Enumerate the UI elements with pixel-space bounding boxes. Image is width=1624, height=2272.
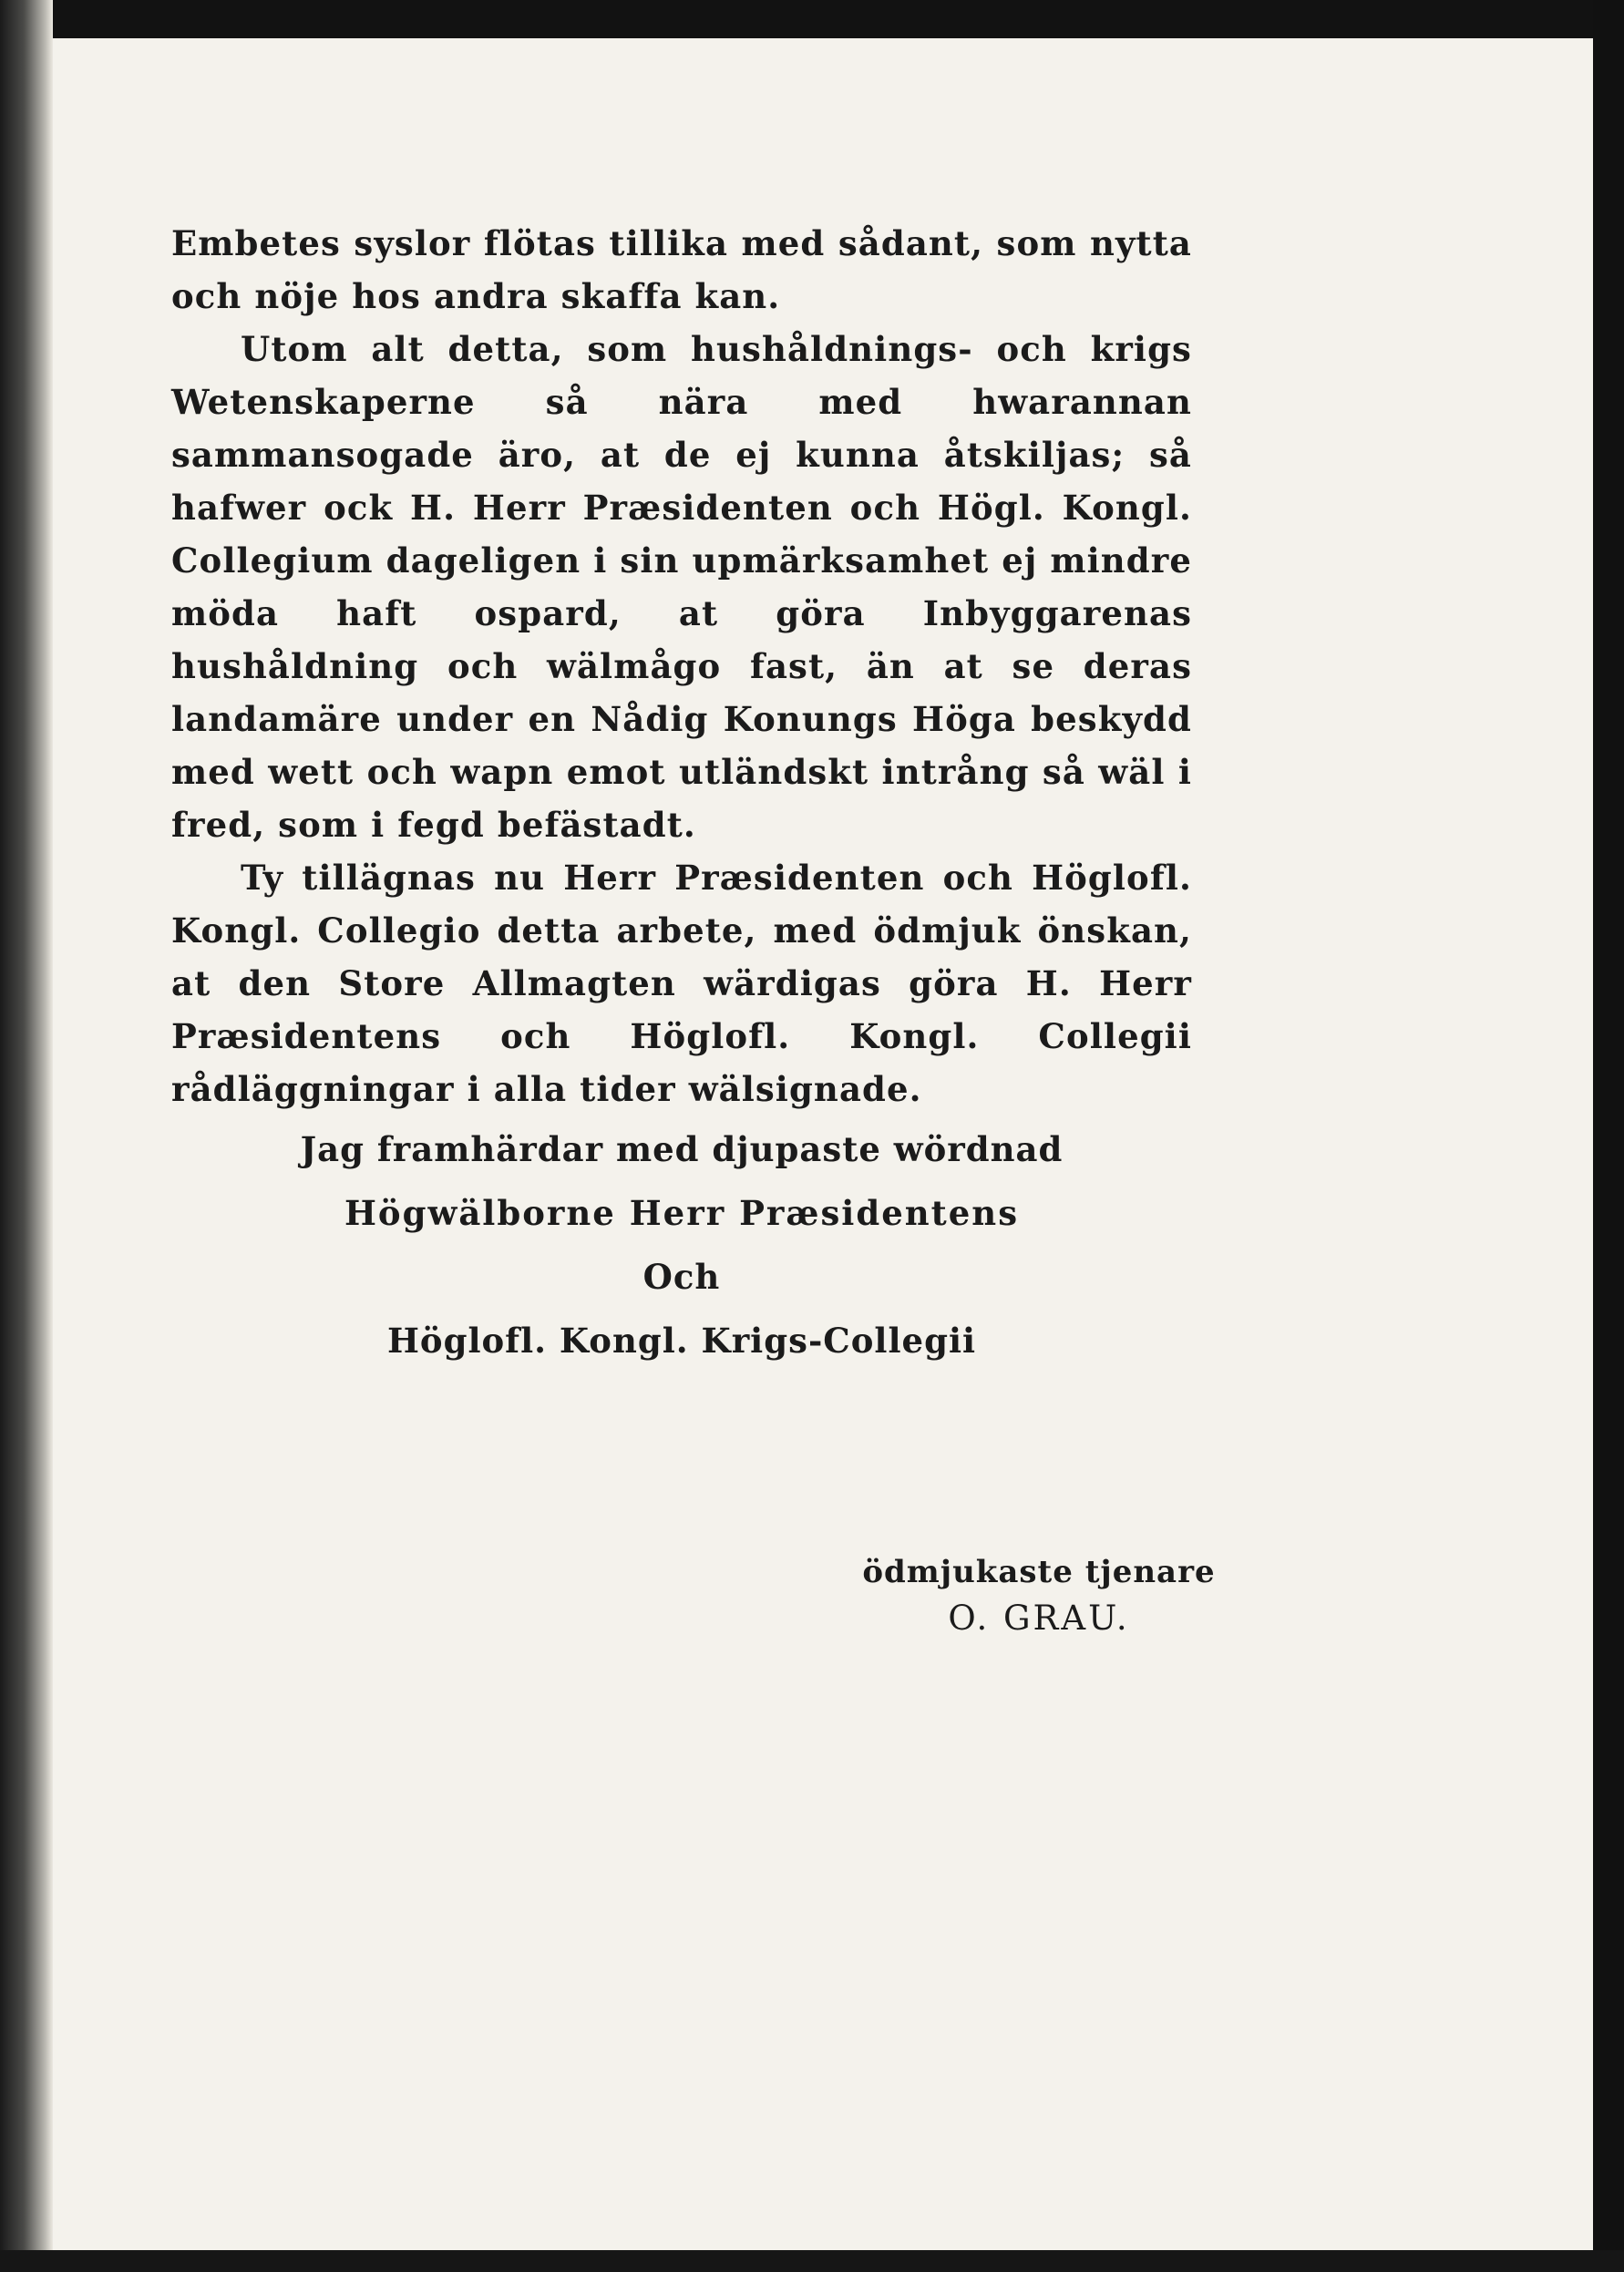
scan-left-edge [0,0,53,2272]
body-text [171,217,1192,1115]
page-content [171,217,1192,1378]
scan-top-border [0,0,1624,38]
paragraph-3: Ty tillägnas nu Herr Præsidenten och Höglofl. Kongl. Collegio detta arbete, med ödmjuk önskan, at den Store Allmagten wärdigas göra H. Herr Præsidentens och Höglofl. Kongl. Collegii rådläggningar i alla tider wälsignade. [171,858,1192,1109]
salutation-block [171,1123,1192,1367]
paragraph-1: Embetes syslor flötas tillika med sådant, som nytta och nöje hos andra skaffa kan. [171,223,1192,316]
salutation-line-2: Högwälborne Herr Præsidentens [344,1193,1020,1233]
salutation-line-4: Höglofl. Kongl. Krigs-Collegii [386,1321,977,1361]
salutation-line-3: Och [642,1257,721,1297]
signature-block [848,1549,1230,1642]
scan-right-border [1593,0,1624,2272]
author-name: O. GRAU. [948,1599,1130,1638]
closing-formula: ödmjukaste tjenare [862,1554,1216,1590]
scan-bottom-border [0,2250,1624,2272]
salutation-line-1: Jag framhärdar med djupaste wördnad [300,1129,1064,1169]
paragraph-2: Utom alt detta, som hushåldnings- och krigs Wetenskaperne så nära med hwarannan sammansogade äro, at de ej kunna åtskiljas; så hafwer ock H. Herr Præsidenten och Högl. Kongl. Collegium dageligen i sin upmärksamhet ej mindre möda haft ospard, at göra Inbyggarenas hushåldning och wälmågo fast, än at se deras landamäre under en Nådig Konungs Höga beskydd med wett och wapn emot utländskt intrång så wäl i fred, som i fegd befästadt. [171,329,1192,845]
